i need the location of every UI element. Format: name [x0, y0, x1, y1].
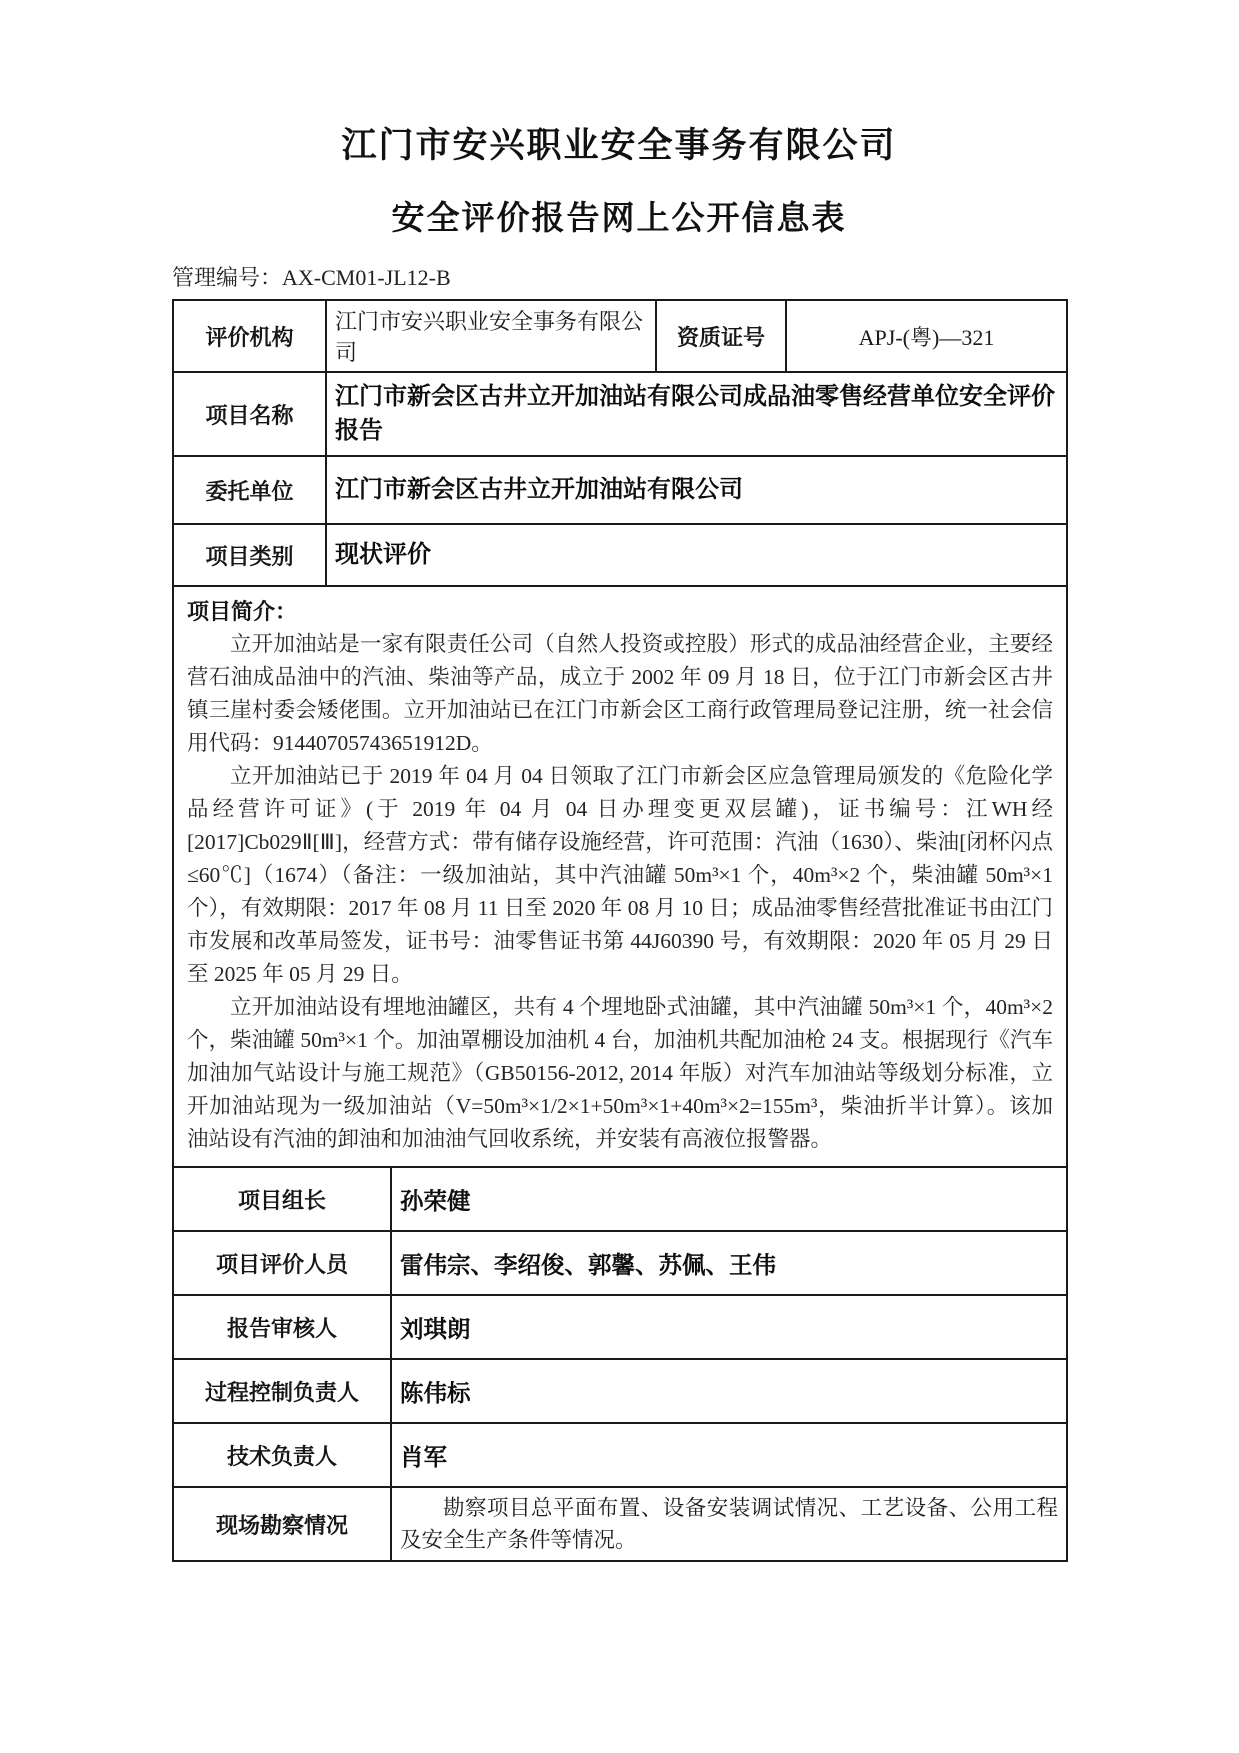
project-intro-paragraph: 立开加油站设有埋地油罐区，共有 4 个埋地卧式油罐，其中汽油罐 50m³×1 个，40m³×2 个，柴油罐 50m³×1 个。加油罩棚设加油机 4 台，加油机共配加油枪 24 支。根据现行《汽车加油加气站设计与施工规范》（GB50156-2012, 2014 年版）对汽车加油站等级划分标准，立开加油站现为一级加油站（V=50m³×1/2×1+50m³×1+40m³×2=155m³，柴油折半计算）。该加油站设有汽油的卸油和加油油气回收系统，并安装有高液位报警器。 — [187, 995, 1053, 1151]
row-value: 陈伟标 — [391, 1359, 1067, 1423]
document-subtitle: 安全评价报告网上公开信息表 — [391, 199, 847, 236]
site-survey-text: 勘察项目总平面布置、设备安装调试情况、工艺设备、公用工程及安全生产条件等情况。 — [400, 1496, 1058, 1552]
row-value: 现状评价 — [326, 524, 1067, 586]
row-label: 过程控制负责人 — [173, 1359, 391, 1423]
table-row-client — [173, 456, 1067, 524]
row-label: 项目组长 — [173, 1167, 391, 1231]
row-value: 刘琪朗 — [391, 1295, 1067, 1359]
row-label: 现场勘察情况 — [173, 1487, 391, 1561]
project-intro-paragraph: 立开加油站已于 2019 年 04 月 04 日领取了江门市新会区应急管理局颁发的《危险化学品经营许可证》(于 2019 年 04 月 04 日办理变更双层罐)，证书编号：江WH经[2017]Cb029Ⅱ[Ⅲ]，经营方式：带有储存设施经营，许可范围：汽油（1630）、柴油[闭杯闪点≤60℃]（1674）（备注：一级加油站，其中汽油罐 50m³×1 个，40m³×2 个，柴油罐 50m³×1 个），有效期限：2017 年 08 月 11 日至 2020 年 08 月 10 日；成品油零售经营批准证书由江门市发展和改革局签发，证书号：油零售证书第 44J60390 号，有效期限：2020 年 05 月 29 日至 2025 年 05 月 29 日。 — [187, 764, 1053, 986]
row-value: 肖军 — [391, 1423, 1067, 1487]
row-value: 江门市安兴职业安全事务有限公司 — [326, 300, 656, 372]
table-row-evaluators — [173, 1231, 1067, 1295]
table-row-site-survey — [173, 1487, 1067, 1561]
row-value-certificate: APJ-(粤)—321 — [786, 300, 1067, 372]
personnel-table — [172, 1166, 1068, 1562]
row-label: 项目评价人员 — [173, 1231, 391, 1295]
row-label-certificate: 资质证号 — [656, 300, 786, 372]
row-label: 项目名称 — [173, 372, 326, 456]
table-row-project-type — [173, 524, 1067, 586]
table-row-project-name — [173, 372, 1067, 456]
row-label: 技术负责人 — [173, 1423, 391, 1487]
table-row-technical-lead — [173, 1423, 1067, 1487]
table-row-project-leader — [173, 1167, 1067, 1231]
project-intro-label: 项目简介： — [187, 599, 298, 624]
row-label: 项目类别 — [173, 524, 326, 586]
row-label: 委托单位 — [173, 456, 326, 524]
row-value: 雷伟宗、李绍俊、郭馨、苏佩、王伟 — [391, 1231, 1067, 1295]
document-title: 江门市安兴职业安全事务有限公司 — [341, 126, 897, 165]
project-intro-paragraph: 立开加油站是一家有限责任公司（自然人投资或控股）形式的成品油经营企业，主要经营石油成品油中的汽油、柴油等产品，成立于 2002 年 09 月 18 日，位于江门市新会区古井镇三崖村委会矮佬围。立开加油站已在江门市新会区工商行政管理局登记注册，统一社会信用代码：91440705743651912D。 — [187, 632, 1053, 755]
row-value: 江门市新会区古井立开加油站有限公司 — [326, 456, 1067, 524]
project-intro-cell — [172, 587, 1068, 1168]
row-label: 评价机构 — [173, 300, 326, 372]
row-value — [391, 1487, 1067, 1561]
table-row-evaluation-agency — [173, 300, 1067, 372]
row-value: 江门市新会区古井立开加油站有限公司成品油零售经营单位安全评价报告 — [326, 372, 1067, 456]
row-value: 孙荣健 — [391, 1167, 1067, 1231]
info-table — [172, 299, 1068, 587]
admin-number-label: 管理编号： — [172, 265, 283, 290]
table-row-report-reviewer — [173, 1295, 1067, 1359]
admin-number-value: AX-CM01-JL12-B — [282, 265, 451, 290]
document-page — [172, 118, 1066, 1562]
table-row-process-control — [173, 1359, 1067, 1423]
admin-number-line — [172, 261, 1066, 292]
row-label: 报告审核人 — [173, 1295, 391, 1359]
